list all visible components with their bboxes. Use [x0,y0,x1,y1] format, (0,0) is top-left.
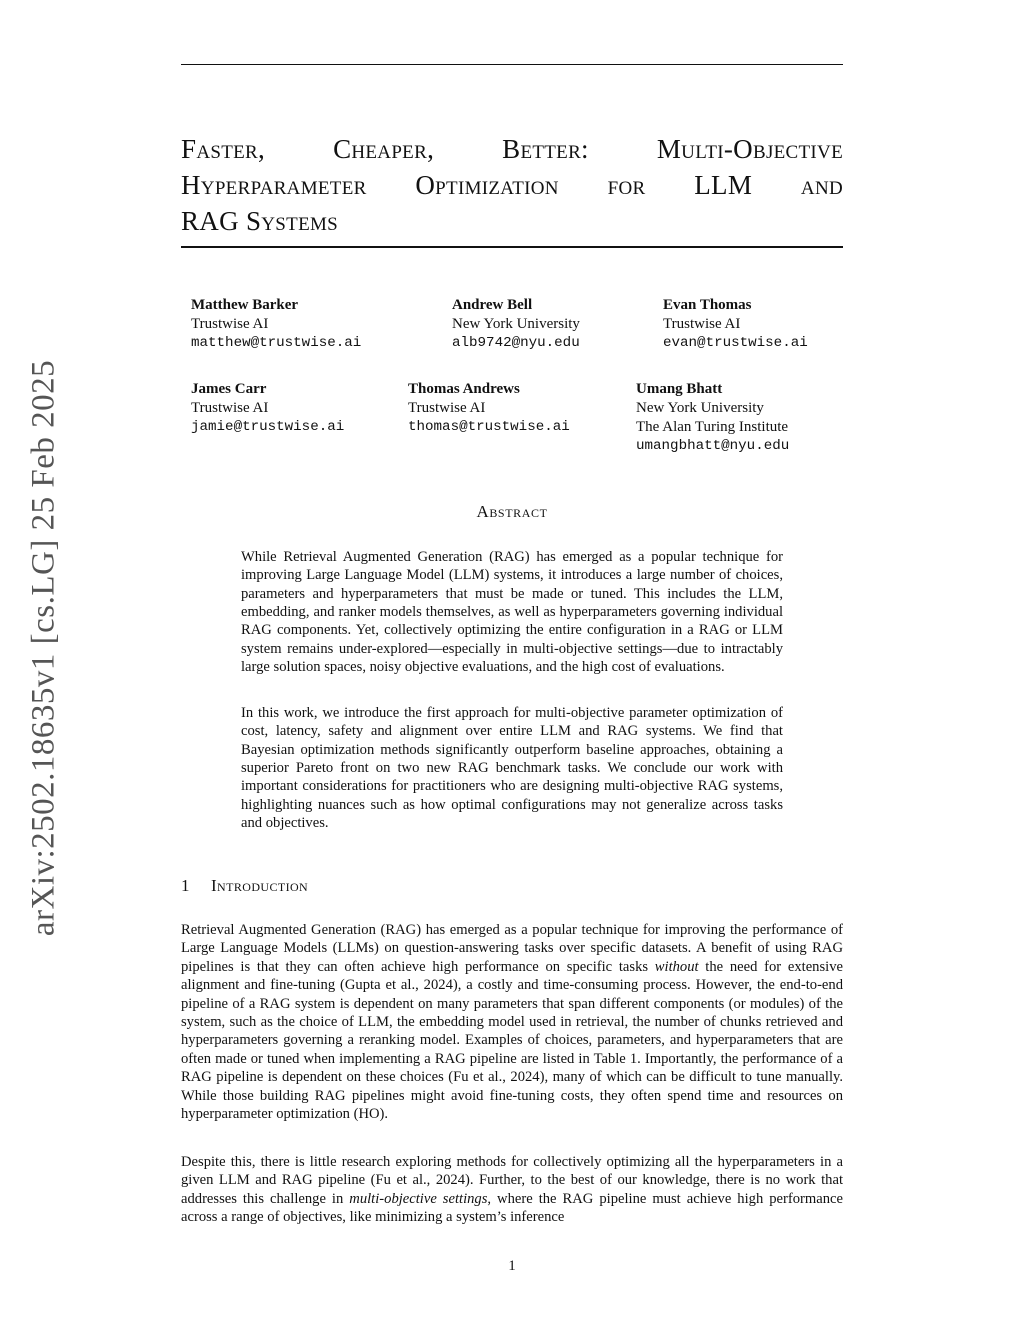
author-affiliation: New York University [452,316,580,332]
text-run: , where the RAG pipeline must achieve high performance across a range of objectives, like minimizing a system’s inference [181,1190,843,1226]
text-run: Retrieval Augmented Generation (RAG) has emerged as a popular technique for improving the performance of Large Language Models (LLMs) on question-answering tasks over specific datasets. A benefit of using RAG pipelines is that they can often achieve high performance on specific tasks [181,922,843,975]
text-run: Despite this, there is little research exploring methods for collectively optimizing all the hyperparameters in a given LLM and RAG pipeline (Fu et al., 2024). Further, to the best of our knowledge, there is no work that addresses this challenge in [181,1154,843,1207]
abstract-paragraph: In this work, we introduce the first approach for multi-objective parameter optimization of cost, latency, safety and alignment over entire LLM and RAG systems. We find that Bayesian optimization methods significantly outperform baseline approaches, obtaining a superior Pareto front on two new RAG benchmark tasks. We conclude our work with important considerations for practitioners who are designing multi-objective RAG systems, highlighting nuances such as how optimal configurations may not generalize across tasks and objectives. [241,705,783,832]
title-bottom-rule [181,246,843,248]
author-email[interactable]: umangbhatt@nyu.edu [636,438,790,454]
author-block [663,296,808,353]
abstract-paragraph: While Retrieval Augmented Generation (RAG) has emerged as a popular technique for improving Large Language Model (LLM) systems, it introduces a large number of choices, parameters and hyperparameters that must be made or tuned. This includes the LLM, embedding, and ranker models themselves, as well as hyperparameters governing individual RAG components. Yet, collectively optimizing the entire configuration in a RAG or LLM system remains under-explored—especially in multi-objective settings—due to intractably large solution spaces, noisy objective evaluations, and the high cost of evaluations. [241,549,783,676]
title-line-3: RAG Systems [181,206,339,236]
author-block [191,380,344,437]
title-top-rule [181,64,843,65]
author-name: Matthew Barker [191,297,299,313]
author-block [191,296,361,353]
author-affiliation: Trustwise AI [408,400,486,416]
abstract-heading: Abstract [476,502,548,521]
author-name: Umang Bhatt [636,381,723,397]
author-block [408,380,570,437]
author-affiliation: Trustwise AI [191,400,269,416]
author-name: James Carr [191,381,267,397]
section-heading [181,876,308,896]
title-line-2: Hyperparameter Optimization for LLM and [181,170,843,200]
page-number: 1 [508,1258,516,1274]
author-name: Thomas Andrews [408,381,520,397]
section-title: Introduction [211,876,309,895]
author-email[interactable]: evan@trustwise.ai [663,335,808,351]
paper-title [181,131,843,239]
emphasis-text: without [654,958,699,975]
body-paragraph [181,921,843,1123]
author-block [452,296,580,353]
author-affiliation-secondary: The Alan Turing Institute [636,419,789,435]
author-affiliation: Trustwise AI [663,316,741,332]
title-line-1: Faster, Cheaper, Better: Multi-Objective [181,134,843,164]
body-paragraph [181,1153,843,1227]
author-name: Evan Thomas [663,297,752,313]
section-number: 1 [181,876,190,895]
author-name: Andrew Bell [452,297,533,313]
emphasis-text: multi-objective settings [349,1190,488,1207]
arxiv-identifier: arXiv:2502.18635v1 [cs.LG] 25 Feb 2025 [25,359,62,937]
author-affiliation: Trustwise AI [191,316,269,332]
author-email[interactable]: thomas@trustwise.ai [408,419,570,435]
text-run: the need for extensive alignment and fine-tuning (Gupta et al., 2024), a costly and time-consuming process. However, the end-to-end pipeline of a RAG system is dependent on many parameters that span different components (or modules) of the system, such as the choice of LLM, the embedding model used in retrieval, the number of chunks retrieved and hyperparameters governing a reranking model. Examples of choices, parameters, and hyperparameters that are often made or tuned when implementing a RAG pipeline are listed in Table 1. Importantly, the performance of a RAG pipeline is dependent on these choices (Fu et al., 2024), many of which can be difficult to tune manually. While those building RAG pipelines might avoid fine-tuning costs, they often spend time and resources on hyperparameter optimization (HO). [181,958,843,1123]
author-email[interactable]: matthew@trustwise.ai [191,335,362,351]
author-email[interactable]: alb9742@nyu.edu [452,335,580,351]
author-affiliation: New York University [636,400,764,416]
author-block [636,380,789,456]
author-email[interactable]: jamie@trustwise.ai [191,419,345,435]
